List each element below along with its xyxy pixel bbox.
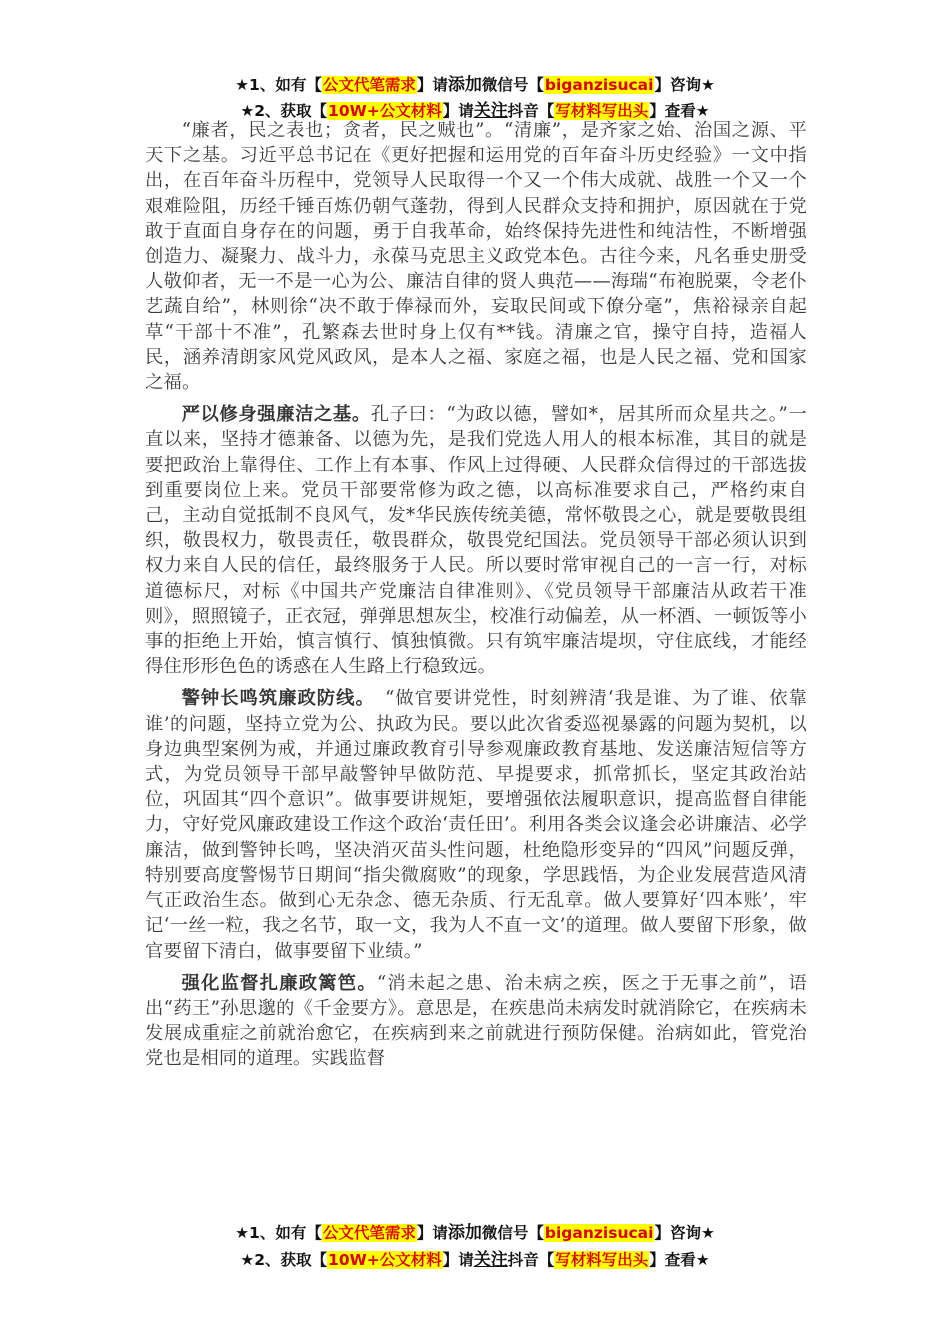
promo-text-mid: 】请 (416, 76, 448, 94)
section-heading: 严以修身强廉洁之基。 (181, 404, 371, 426)
promo-emph-add: 添加 (447, 75, 482, 95)
section-heading: 强化监督扎廉政篱笆。 (181, 972, 377, 994)
promo-highlight-douyin-id: 写材料写出头 (555, 102, 649, 120)
promo-text-prefix: 1、如有【 (249, 76, 322, 94)
section-heading: 警钟长鸣筑廉政防线。 (181, 688, 366, 710)
promo-emph-follow: 关注 (473, 1250, 508, 1270)
promo-emph-add: 添加 (447, 1223, 482, 1243)
promo-highlight-douyin-id: 写材料写出头 (555, 1251, 649, 1269)
promo-text-suffix: 】咨询★ (654, 76, 715, 94)
promo-text-suffix: 】查看★ (649, 102, 710, 120)
promo-highlight-materials: 10W+公文材料 (328, 102, 442, 120)
promo-text-mid2: 微信号【 (481, 1224, 544, 1242)
paragraph-alarm-bell (145, 686, 807, 963)
promo-highlight-materials: 10W+公文材料 (328, 1251, 442, 1269)
promo-text-mid: 】请 (416, 1224, 448, 1242)
promo-text-prefix: 2、获取【 (254, 1251, 328, 1269)
paragraph-text: 孔子曰：“为政以德，譬如*，居其所而众星共之。”一直以来，坚持才德兼备、以德为先，是我们党选人用人的根本标准，其目的就是要把政治上靠得住、工作上有本事、作风上过得硬、人民群众信得过的干部选拔到重要岗位上来。党员干部要常修为政之德，以高标准要求自己，严格约束自己，主动自觉抵制不良风气，发*华民族传统美德，常怀敬畏之心，就是要敬畏组织，敬畏权力，敬畏责任，敬畏群众，敬畏党纪国法。党员领导干部必须认识到权力来自人民的信任，最终服务于人民。所以要时常审视自己的一言一行，对标道德标尺，对标《中国共产党廉洁自律准则》、《党员领导干部廉洁从政若干准则》，照照镜子，正衣冠，弹弹思想灰尘，校准行动偏差，从一杯酒、一顿饭等小事的拒绝上开始，慎言慎行、慎独慎微。只有筑牢廉洁堤坝，守住底线，才能经得住形形色色的诱惑在人生路上行稳致远。 (145, 404, 808, 678)
paragraph-supervision (145, 971, 807, 1072)
promo-text-mid: 】请 (442, 102, 474, 120)
promo-text-mid2: 微信号【 (481, 76, 544, 94)
promo-text-mid2: 抖音【 (507, 102, 555, 120)
promo-text-mid2: 抖音【 (507, 1251, 555, 1269)
paragraph-text: “做官要讲党性，时刻辨清‘我是谁、为了谁、依靠谁’的问题，坚持立党为公、执政为民。要以此次省委巡视暴露的问题为契机，以身边典型案例为戒，并通过廉政教育引导参观廉政教育基地、发送廉洁短信等方式，为党员领导干部早敲警钟早做防范、早提要求，抓常抓长，坚定其政治站位，巩固其“四个意识”。做事要讲规矩，要增强依法履职意识，提高监督自律能力，守好党风廉政建设工作这个政治‘责任田’。利用各类会议逢会必讲廉洁、必学廉洁，做到警钟长鸣，坚决消灭苗头性问题，杜绝隐形变异的“四风”问题反弹，特别要高度警惕节日期间“指尖微腐败”的现象，学思践悟，为企业发展营造风清气正政治生态。做到心无杂念、德无杂质、行无乱章。做人要算好‘四本账’，牢记‘一丝一粒，我之名节，取一文，我为人不直一文’的道理。做人要留下形象，做官要留下清白，做事要留下业绩。” (145, 688, 807, 962)
promo-text-prefix: 2、获取【 (254, 102, 328, 120)
promo-line-wechat-footer (0, 1218, 950, 1243)
promo-highlight-wechat-id: biganzisucai (544, 76, 654, 94)
promo-highlight-wechat-id: biganzisucai (544, 1224, 654, 1242)
paragraph-text: “廉者，民之表也；贪者，民之贼也”。“清廉”，是齐家之始、治国之源、平天下之基。习近平总书记在《更好把握和运用党的百年奋斗历史经验》一文中指出，在百年奋斗历程中，党领导人民取得一个又一个伟大成就、战胜一个又一个艰难险阻，历经千锤百炼仍朝气蓬勃，得到人民群众支持和拥护，原因就在于党敢于直面自身存在的问题，勇于自我革命，始终保持先进性和纯洁性，不断增强创造力、凝聚力、战斗力，永葆马克思主义政党本色。古往今来，凡名垂史册受人敬仰者，无一不是一心为公、廉洁自律的贤人典范——海瑞“布袍脱粟，令老仆艺蔬自给”，林则徐“决不敢于俸禄而外，妄取民间或下僚分毫”，焦裕禄亲自起草“干部十不准”，孔繁森去世时身上仅有**钱。清廉之官，操守自持，造福人民，涵养清朗家风党风政风，是本人之福、家庭之福，也是人民之福、党和国家之福。 (145, 120, 807, 394)
paragraph-intro (145, 118, 807, 395)
promo-text-suffix: 】查看★ (649, 1251, 710, 1269)
star-icon: ★ (235, 76, 250, 94)
promo-highlight-service: 公文代笔需求 (322, 1224, 416, 1242)
promo-text-mid: 】请 (442, 1251, 474, 1269)
article-body (145, 118, 807, 1079)
star-icon: ★ (240, 102, 255, 120)
promo-line-douyin-footer (0, 1245, 950, 1270)
promo-highlight-service: 公文代笔需求 (322, 76, 416, 94)
paragraph-text: “消未起之患、治未病之疾，医之于无事之前”，语出“药王”孙思邈的《千金要方》。意思是，在疾患尚未病发时就消除它，在疾病未发展成重症之前就治愈它，在疾病到来之前就进行预防保健。治病如此，管党治党也是相同的道理。实践监督 (145, 972, 807, 1070)
promo-text-suffix: 】咨询★ (654, 1224, 715, 1242)
paragraph-self-cultivation (145, 402, 807, 679)
star-icon: ★ (240, 1251, 255, 1269)
promo-text-prefix: 1、如有【 (249, 1224, 322, 1242)
promo-line-wechat (0, 70, 950, 95)
star-icon: ★ (235, 1224, 250, 1242)
promo-emph-follow: 关注 (473, 101, 508, 121)
